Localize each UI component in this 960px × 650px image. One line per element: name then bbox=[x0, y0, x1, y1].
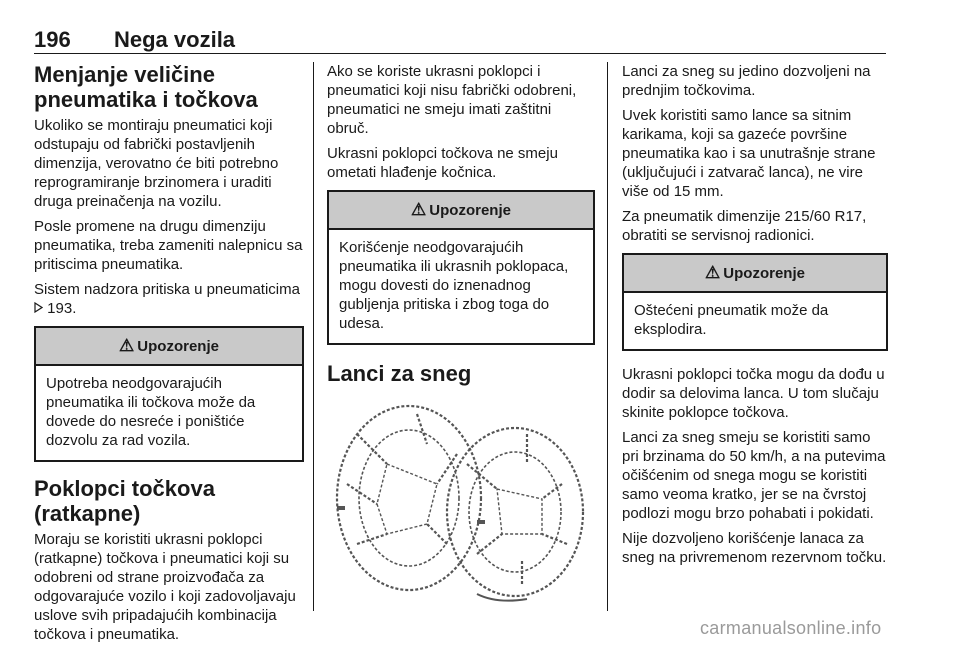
warning-label: Upozorenje bbox=[429, 202, 511, 219]
warning-icon: ⚠ bbox=[411, 200, 427, 219]
column-divider-2 bbox=[607, 62, 608, 611]
page-number: 196 bbox=[34, 27, 71, 52]
paragraph: Ukoliko se montiraju pneumatici koji odstupaju od fabrički postavljenih dimenzija, verovatno će biti potrebno reprogramiranje brzinomera i uraditi druga preinačenja na vozilu. bbox=[34, 117, 279, 210]
column-divider-1 bbox=[313, 62, 314, 611]
paragraph: Lanci za sneg su jedino dozvoljeni na prednjim točkovima. bbox=[622, 63, 871, 99]
warning-label: Upozorenje bbox=[137, 338, 219, 355]
section-heading-wheel-covers: Poklopci točkova (ratkapne) bbox=[34, 476, 215, 526]
paragraph-with-reference bbox=[34, 280, 304, 318]
chain-links bbox=[337, 406, 583, 596]
warning-icon: ⚠ bbox=[705, 263, 721, 282]
page-header bbox=[34, 27, 886, 54]
warning-text: Oštećeni pneumatik može da eksplodira. bbox=[634, 302, 829, 338]
paragraph: Moraju se koristiti ukrasni poklopci (ratkapne) točkova i pneumatici koji su odobreni od strane proizvođača za odgovarajuće vozilo i koji zadovoljavaju uslove svih pripadajućih kombinacija točkova i pneumatika. bbox=[34, 531, 296, 643]
column-3 bbox=[622, 62, 888, 573]
snow-chain-illustration bbox=[327, 394, 593, 608]
warning-header bbox=[624, 255, 886, 293]
warning-icon: ⚠ bbox=[119, 336, 135, 355]
section-heading-snow-chains: Lanci za sneg bbox=[327, 361, 472, 386]
paragraph: Ukrasni poklopci točka mogu da dođu u dodir sa delovima lanca. U tom slučaju skinite poklopce točkova. bbox=[622, 366, 885, 421]
warning-header bbox=[36, 328, 302, 366]
reference-arrow-icon bbox=[34, 302, 43, 313]
paragraph: Za pneumatik dimenzije 215/60 R17, obratiti se servisnoj radionici. bbox=[622, 208, 867, 244]
section-heading-tire-size: Menjanje veličine pneumatika i točkova bbox=[34, 62, 258, 112]
paragraph: Ako se koriste ukrasni poklopci i pneumatici koji nisu fabrički odobreni, pneumatici ne smeju imati zaštitni obruč. bbox=[327, 63, 577, 137]
column-1 bbox=[34, 62, 304, 650]
paragraph-text: Sistem nadzora pritiska u pneumaticima bbox=[34, 281, 300, 298]
paragraph: Ukrasni poklopci točkova ne smeju ometati hlađenje kočnica. bbox=[327, 145, 558, 181]
paragraph: Posle promene na drugu dimenziju pneumatika, treba zameniti nalepnicu sa pritiscima pneumatika. bbox=[34, 218, 303, 273]
page-reference[interactable] bbox=[34, 300, 76, 317]
warning-label: Upozorenje bbox=[723, 265, 805, 282]
warning-header bbox=[329, 192, 593, 230]
warning-text: Korišćenje neodgovarajućih pneumatika ili ukrasnih poklopaca, mogu dovesti do iznenadnog gubljenja pritiska i zbog toga do udesa. bbox=[339, 239, 569, 332]
paragraph: Lanci za sneg smeju se koristiti samo pri brzinama do 50 km/h, a na putevima očišćenim od snega mogu se koristiti samo veoma kratko, jer se na čvrstoj podlozi mogu brzo pohabati i pokidati. bbox=[622, 429, 886, 522]
paragraph: Nije dozvoljeno korišćenje lanaca za sneg na privremenom rezervnom točku. bbox=[622, 530, 887, 566]
warning-box bbox=[34, 326, 304, 462]
warning-box bbox=[622, 253, 888, 351]
paragraph: Uvek koristiti samo lance sa sitnim karikama, koji sa gazeće površine pneumatika kao i sa unutrašnje strane (uključujući i zatvarač lanca), ne vire više od 15 mm. bbox=[622, 107, 876, 200]
warning-text: Upotreba neodgovarajućih pneumatika ili točkova može da dovede do nesreće i poništiće dozvolu za rad vozila. bbox=[46, 375, 256, 449]
column-2 bbox=[327, 62, 595, 613]
watermark: carmanualsonline.info bbox=[700, 618, 882, 638]
reference-page: 193. bbox=[47, 300, 77, 317]
page-title: Nega vozila bbox=[114, 27, 236, 52]
warning-box bbox=[327, 190, 595, 345]
